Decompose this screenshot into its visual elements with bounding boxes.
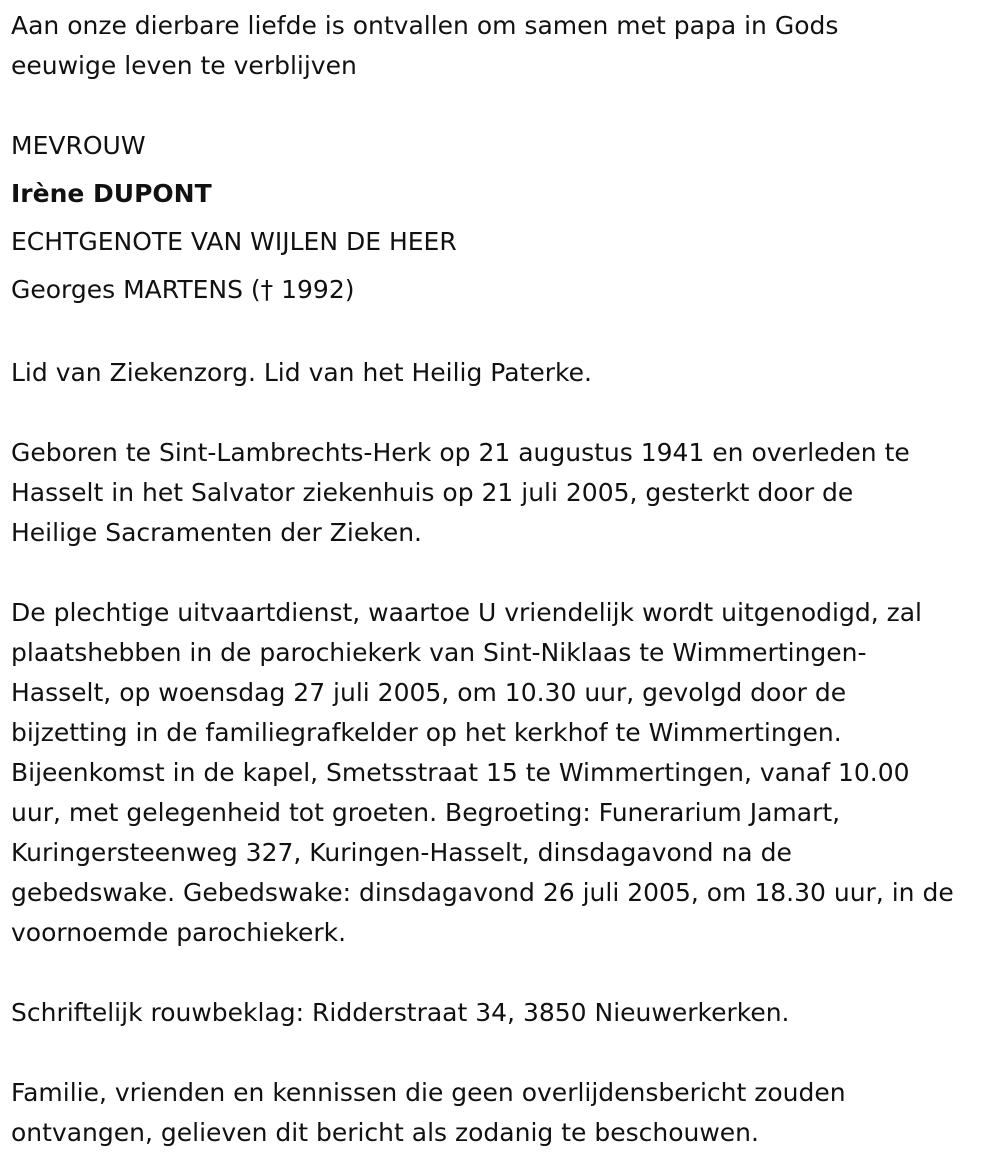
birth-death-line: Heilige Sacramenten der Zieken. [11,518,422,547]
funeral-paragraph [11,593,1000,953]
closing-line: ontvangen, gelieven dit bericht als zodanig te beschouwen. [11,1118,759,1147]
birth-death-line: Geboren te Sint-Lambrechts-Herk op 21 augustus 1941 en overleden te [11,438,910,467]
birth-death-line: Hasselt in het Salvator ziekenhuis op 21 juli 2005, gesterkt door de [11,478,854,507]
funeral-line: voornoemde parochiekerk. [11,918,347,947]
condolences-paragraph [11,993,1000,1033]
person-title: MEVROUW [11,131,146,160]
person-name: Irène DUPONT [11,179,212,208]
person-relation: ECHTGENOTE VAN WIJLEN DE HEER [11,227,457,256]
funeral-line: plaatshebben in de parochiekerk van Sint-Niklaas te Wimmertingen- [11,638,867,667]
funeral-line: Bijeenkomst in de kapel, Smetsstraat 15 te Wimmertingen, vanaf 10.00 [11,758,910,787]
person-block [11,122,1000,314]
funeral-line: gebedswake. Gebedswake: dinsdagavond 26 juli 2005, om 18.30 uur, in de [11,878,954,907]
membership-paragraph [11,353,1000,393]
intro-paragraph [11,6,1000,86]
condolences-line: Schriftelijk rouwbeklag: Ridderstraat 34, 3850 Nieuwerkerken. [11,998,790,1027]
closing-paragraph [11,1073,1000,1153]
funeral-line: bijzetting in de familiegrafkelder op het kerkhof te Wimmertingen. [11,718,842,747]
intro-line: Aan onze dierbare liefde is ontvallen om samen met papa in Gods [11,11,839,40]
funeral-line: De plechtige uitvaartdienst, waartoe U vriendelijk wordt uitgenodigd, zal [11,598,922,627]
funeral-line: Kuringersteenweg 327, Kuringen-Hasselt, dinsdagavond na de [11,838,792,867]
intro-line: eeuwige leven te verblijven [11,51,357,80]
birth-death-paragraph [11,433,1000,553]
funeral-line: Hasselt, op woensdag 27 juli 2005, om 10.30 uur, gevolgd door de [11,678,847,707]
membership-line: Lid van Ziekenzorg. Lid van het Heilig Paterke. [11,358,592,387]
closing-line: Familie, vrienden en kennissen die geen overlijdensbericht zouden [11,1078,846,1107]
spouse-name: Georges MARTENS († 1992) [11,275,355,304]
funeral-line: uur, met gelegenheid tot groeten. Begroeting: Funerarium Jamart, [11,798,841,827]
